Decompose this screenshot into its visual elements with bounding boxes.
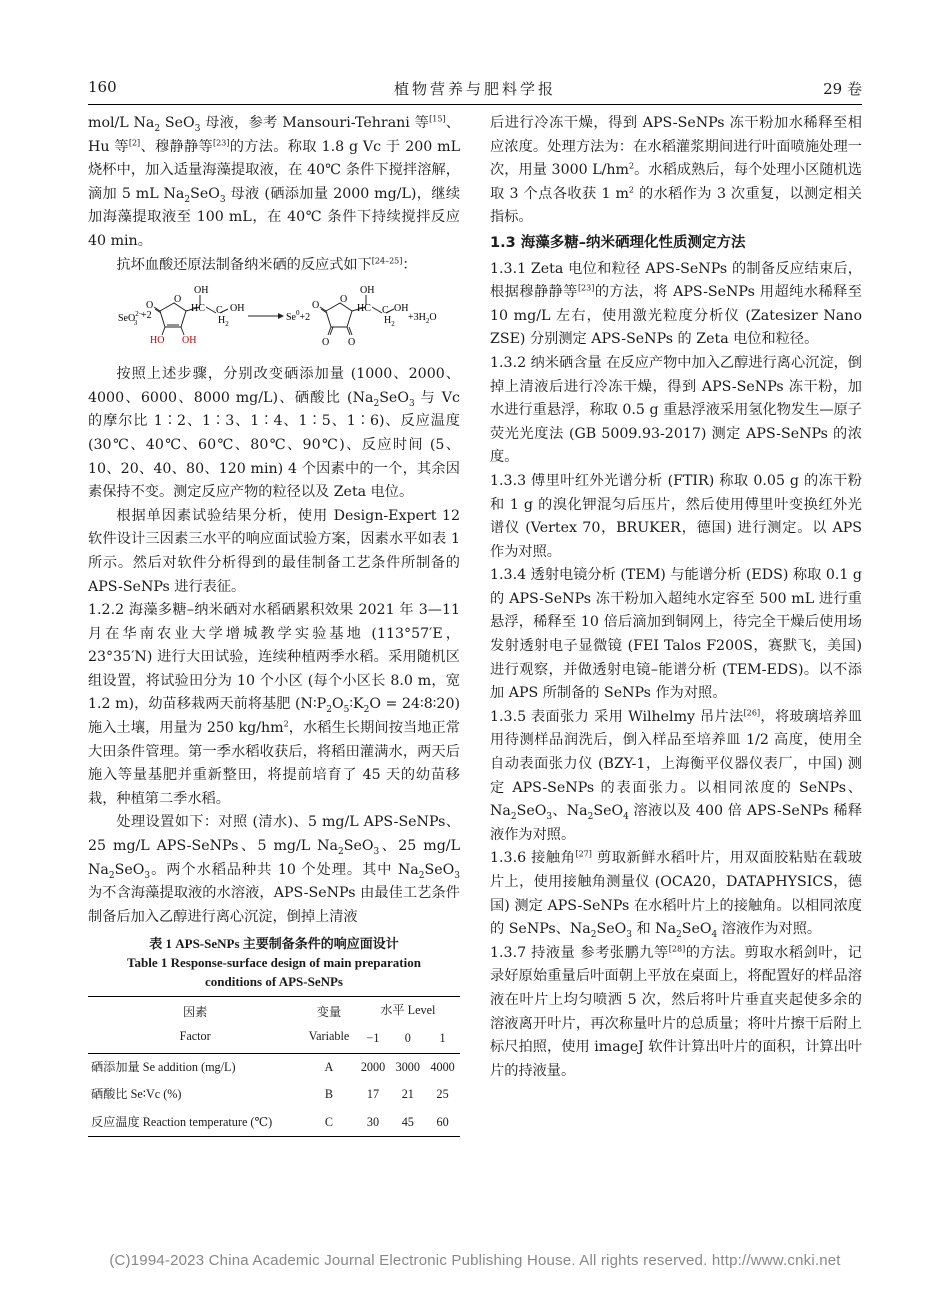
reaction-equation — [88, 283, 460, 355]
cell-value: 17 — [366, 1087, 380, 1102]
table-caption-en-1: Table 1 Response-surface design of main preparation — [127, 955, 421, 971]
copyright-footer: (C)1994-2023 China Academic Journal Electronic Publishing House. All rights reserved. http://www.cnki.net — [109, 1252, 841, 1269]
header-level: 水平 Level — [380, 1003, 436, 1018]
level-0: 0 — [404, 1031, 411, 1045]
side-chain-oh: OH — [194, 285, 209, 297]
journal-title: 植物营养与肥料学报 — [393, 80, 556, 98]
subsection-nano-se-content: 1.3.2 纳米硒含量 在反应产物中加入乙醇进行离心沉淀，倒掉上清液后进行冷冻干燥，得到 APS-SeNPs 冻干粉，加水进行重悬浮，称取 0.5 g 重悬浮液采用氢化物发生—原子荧光光度法 (GB 5009.93-2017) 测定 APS-SeNPs 的浓度。 — [490, 354, 862, 466]
cell-var: B — [324, 1087, 334, 1102]
ring-o-left: O — [174, 294, 182, 306]
table-caption — [88, 935, 460, 992]
table-row — [88, 1081, 460, 1109]
level-minus1: −1 — [366, 1031, 380, 1045]
cell-factor: 硒添加量 Se addition (mg/L) — [91, 1059, 236, 1074]
hydroxyl-ho: HO — [150, 335, 165, 347]
cell-var: A — [324, 1059, 334, 1074]
keto-o-2: O — [348, 337, 356, 349]
side-chain-oh-right: OH — [360, 285, 375, 297]
paragraph-single-factor: 按照上述步骤，分别改变硒添加量 (1000、2000、4000、6000、8000 mg/L)、硒酸比 ($Na_2SeO_3$ 与 Vc 的摩尔比 1∶2、1∶3、1∶4、1∶5、1∶6)、反应温度 (30℃、40℃、60℃、80℃、90℃)、反应时间 (5、10、20、40、80、120 min) 4 个因素中的一个，其余因素保持不变。测定反应产物的粒径以及 Zeta 电位。 — [88, 366, 460, 501]
paragraph-treatments: 处理设置如下：对照 (清水)、5 mg/L APS-SeNPs、25 mg/L APS-SeNPs、5 mg/L $Na_2SeO_3$、25 mg/L $Na_2SeO_3$。两个水稻品种共 10 个处理。其中 $Na_2SeO_3$ 为不含海藻提取液的水溶液，APS-SeNPs 由最佳工艺条件制备后加入乙醇进行离心沉淀，倒掉上清液 — [88, 814, 460, 925]
terminal-oh: OH — [230, 303, 245, 315]
level-1: 1 — [439, 1031, 446, 1045]
cell-factor: 硒酸比 Se∶Vc (%) — [91, 1087, 182, 1102]
header-rule — [88, 104, 862, 105]
section-heading-1-3: 1.3 海藻多糖–纳米硒理化性质测定方法 — [490, 234, 746, 251]
left-column — [88, 112, 460, 1137]
side-chain-hc-right: HC — [357, 303, 371, 315]
subsection-zeta: 1.3.1 Zeta 电位和粒径 APS-SeNPs 的制备反应结束后，根据穆静静等[23]的方法，将 APS-SeNPs 用超纯水稀释至 10 mg/L 左右，使用激光粒度分析仪 (Zatesizer Nano ZSE) 分别测定 APS-SeNPs 的 Zeta 电位和粒径。 — [490, 260, 862, 348]
page-number: 160 — [88, 78, 117, 96]
terminal-oh-right: OH — [394, 303, 409, 315]
cell-value: 4000 — [430, 1059, 455, 1074]
cell-factor: 反应温度 Reaction temperature (℃) — [91, 1114, 273, 1129]
side-chain-hc: HC — [191, 303, 205, 315]
paragraph-reaction-intro: 抗坏血酸还原法制备纳米硒的反应式如下[24–25]： — [116, 255, 417, 273]
header-factor: 因素 Factor — [179, 1005, 211, 1043]
page-header — [88, 78, 862, 102]
table-caption-en-2: conditions of APS-SeNPs — [205, 974, 343, 990]
cell-value: 25 — [436, 1087, 449, 1102]
table-row — [88, 1053, 460, 1081]
cell-value: 30 — [366, 1114, 380, 1129]
reaction-scheme — [88, 283, 460, 355]
cell-value: 21 — [401, 1087, 414, 1102]
subsection-liquid-retention: 1.3.7 持液量 参考张鹏九等[28]的方法。剪取水稻剑叶，记录好原始重量后叶面朝上平放在桌面上，将配置好的样品溶液在叶片上均匀喷洒 5 次，然后将叶片垂直夹起使多余的溶液离开叶片，再次称量叶片的总质量；将叶片擦干后附上标尺拍照，使用 imageJ 软件计算出叶片的面积，计算出叶片的持液量。 — [490, 944, 862, 1079]
selenite-ion: SeO$^{2-}$ 3 — [118, 310, 143, 328]
subsection-surface-tension: 1.3.5 表面张力 采用 Wilhelmy 吊片法[26]，将玻璃培养皿用待测样品润洗后，倒入样品至培养皿 1/2 高度，使用全自动表面张力仪 (BZY-1，上海衡平仪器仪表厂，中国) 测定 APS-SeNPs 的表面张力。以相同浓度的 SeNPs、$Na_2SeO_3$、$Na_2SeO_4$ 溶液以及 400 倍 APS-SeNPs 稀释液作为对照。 — [490, 708, 863, 843]
subsection-contact-angle: 1.3.6 接触角[27] 剪取新鲜水稻叶片，用双面胶粘贴在载玻片上，使用接触角测量仪 (OCA20，DATAPHYSICS，德国) 测定 APS-SeNPs 在水稻叶片上的接触角。以相同浓度的 SeNPs、$Na_2SeO_3$ 和 $Na_2SeO_4$ 溶液作为对照。 — [490, 849, 863, 941]
cell-value: 2000 — [360, 1059, 386, 1074]
table-row — [88, 1109, 460, 1137]
header-variable: 变量 Variable — [308, 1005, 350, 1043]
side-chain-h2: $H_2$ — [218, 315, 229, 329]
water-product: $+3H_2O$ — [408, 312, 437, 326]
coefficient-left: +2 — [141, 310, 152, 322]
ring-o-right: O — [340, 294, 348, 306]
table-caption-cn: 表 1 APS-SeNPs 主要制备条件的响应面设计 — [149, 936, 399, 952]
arrow-head — [278, 313, 284, 319]
side-chain-c: C — [216, 305, 223, 317]
side-chain-c-right: C — [382, 305, 389, 317]
cell-value: 3000 — [395, 1059, 420, 1074]
carbonyl-o-right: O — [312, 300, 320, 312]
carbonyl-o-left: O — [146, 300, 154, 312]
subsection-tem-eds: 1.3.4 透射电镜分析 (TEM) 与能谱分析 (EDS) 称取 0.1 g 的 APS-SeNPs 冻干粉加入超纯水定容至 500 mL 进行重悬浮，稀释至 10 倍后滴加到铜网上，待完全干燥后使用场发射透射电子显微镜 (FEI Talos F200S，赛默飞，美国) 进行观察，并做透射电镜–能谱分析 (TEM-EDS)。以不添加 APS 所制备的 SeNPs 作为对照。 — [490, 567, 862, 702]
elemental-selenium: $Se^0+2$ — [286, 309, 311, 324]
right-column — [490, 112, 862, 1083]
cell-var: C — [324, 1114, 334, 1129]
keto-o-1: O — [322, 337, 330, 349]
paragraph-spray-treatment: 后进行冷冻干燥，得到 APS-SeNPs 冻干粉加水稀释至相应浓度。处理方法为：在水稻灌浆期间进行叶面喷施处理一次，用量 3000 $L/hm^2$。水稻成熟后，每个处理小区随机选取 3 个点各收获 1 $m^2$ 的水稻作为 3 次重复，以测定相关指标。 — [490, 115, 862, 226]
volume-label: 29 卷 — [823, 80, 862, 98]
side-chain-h2-right: $H_2$ — [384, 315, 395, 329]
paragraph-field-trial: 1.2.2 海藻多糖–纳米硒对水稻硒累积效果 2021 年 3—11 月在华南农业大学增城教学实验基地 (113°57′E，23°35′N) 进行大田试验，连续种植两季水稻。采用随机区组设置，将试验田分为 10 个小区 (每个小区长 8.0 m，宽 1.2 m)，幼苗移栽两天前将基肥 ($N∶P_2O_5∶K_2O$ = 24∶8∶20) 施入土壤，用量为 250 $kg/hm^2$，水稻生长期间按当地正常大田条件管理。第一季水稻收获后，将稻田灌满水，两天后施入等量基肥并重新整田，将提前培育了 45 天的幼苗移栽，种植第二季水稻。 — [88, 602, 461, 807]
paragraph-response-surface: 根据单因素试验结果分析，使用 Design-Expert 12 软件设计三因素三水平的响应面试验方案，因素水平如表 1 所示。然后对软件分析得到的最佳制备工艺条件所制备的 APS-SeNPs 进行表征。 — [88, 507, 460, 595]
subsection-ftir: 1.3.3 傅里叶红外光谱分析 (FTIR) 称取 0.05 g 的冻干粉和 1 g 的溴化钾混匀后压片，然后使用傅里叶变换红外光谱仪 (Vertex 70，BRUKER，德国) 进行测定。以 APS 作为对照。 — [490, 472, 862, 560]
cell-value: 60 — [436, 1114, 449, 1129]
cell-value: 45 — [401, 1114, 414, 1129]
paragraph-seaweed-prep: mol/L $Na_2$ SeO$_3$ 母液，参考 Mansouri-Tehrani 等[15]、Hu 等[2]、穆静静等[23]的方法。称取 1.8 g Vc 于 200 mL 烧杯中，加入适量海藻提取液，在 40℃ 条件下搅拌溶解，滴加 5 mL $Na_2SeO_3$ 母液 (硒添加量 2000 mg/L)，继续加海藻提取液至 100 mL，在 40℃ 条件下持续搅拌反应 40 min。 — [88, 114, 461, 249]
response-surface-table — [88, 996, 460, 1137]
hydroxyl-oh: OH — [182, 335, 197, 347]
